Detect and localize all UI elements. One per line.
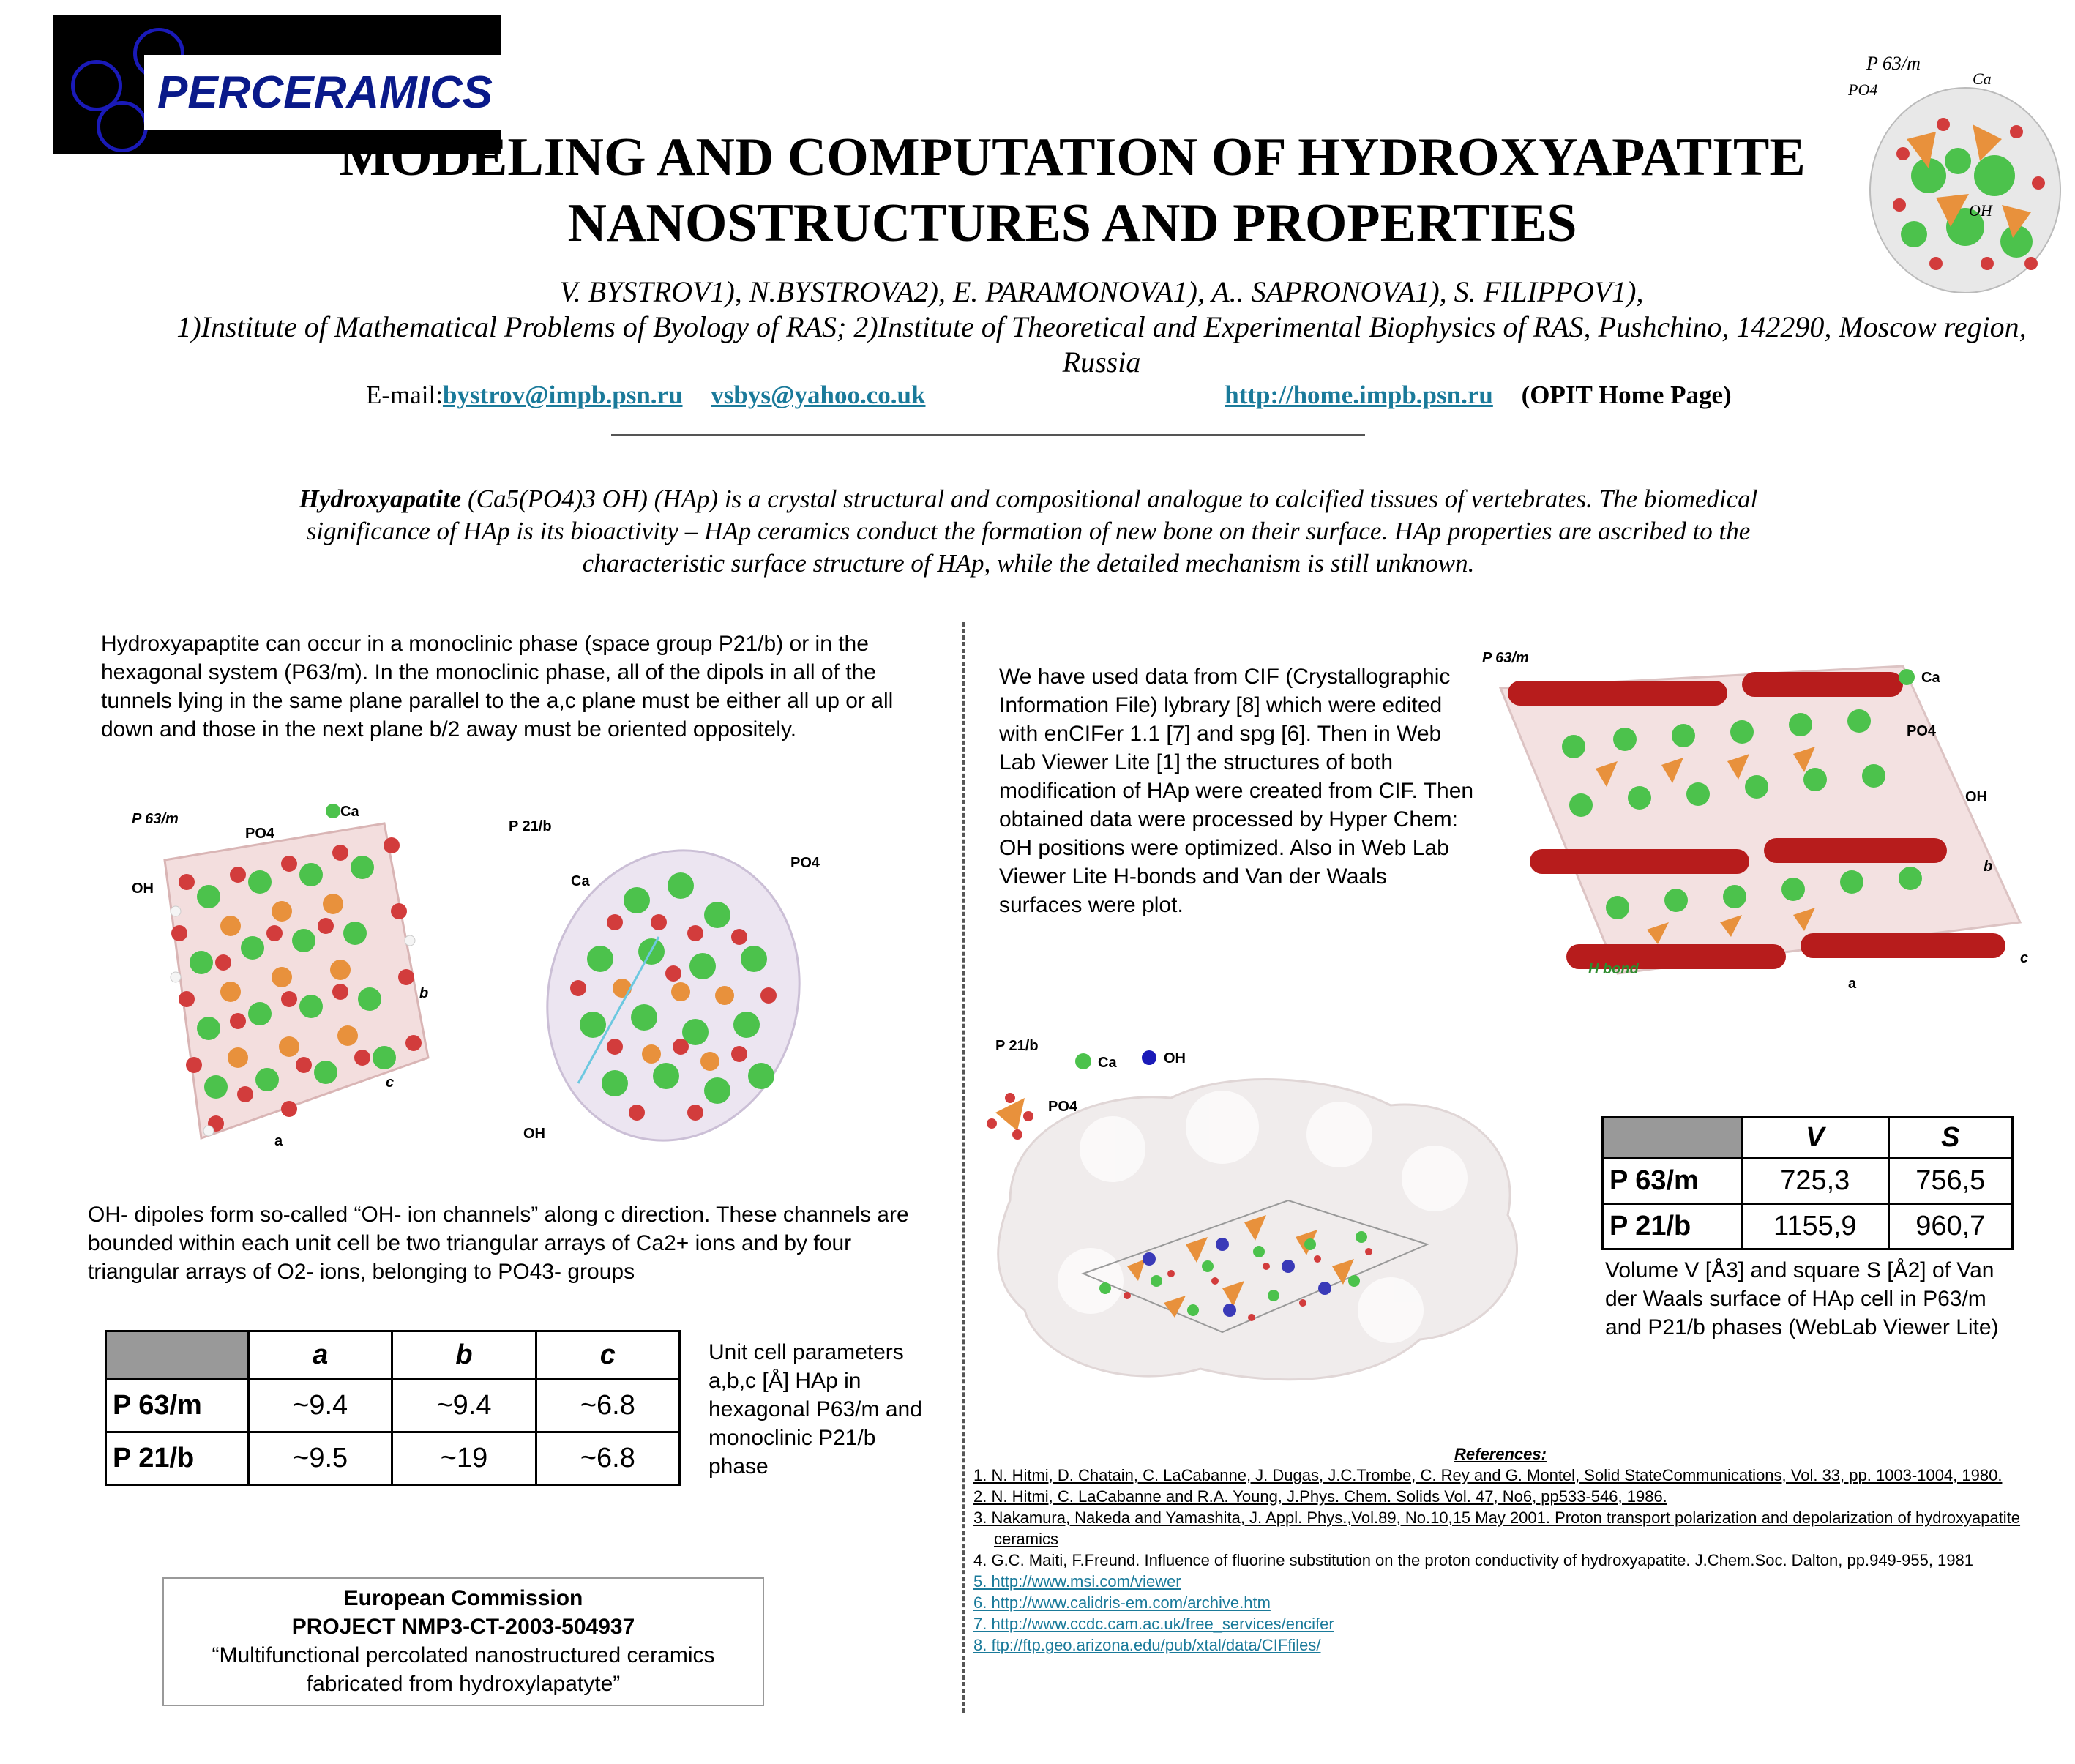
fig1-b-label: b (419, 985, 429, 1001)
corner-group-label: P 63/m (1866, 53, 1921, 74)
european-commission-box (162, 1577, 764, 1706)
intro-term: Hydroxyapatite (299, 485, 462, 513)
fig3-oh-label: OH (1965, 789, 1987, 805)
unit-cell-caption: Unit cell parameters a,b,c [Å] HAp in hexagonal P63/m and monoclinic P21/b phase (709, 1340, 922, 1479)
table-row-label: P 21/b (106, 1432, 249, 1485)
table-header-s: S (1888, 1118, 2013, 1159)
fig3-a-label: a (1848, 976, 1857, 992)
email-link-2[interactable]: vsbys@yahoo.co.uk (711, 381, 926, 409)
table-cell: 756,5 (1888, 1159, 2013, 1204)
p21b-structure-figure (505, 812, 827, 1149)
reference-item: 2. N. Hitmi, C. LaCabanne and R.A. Young, J.Phys. Chem. Solids Vol. 47, No6, pp533-546, 1986. (973, 1487, 1667, 1506)
left-paragraph-1: Hydroxyapaptite can occur in a monoclinic phase (space group P21/b) or in the hexagonal system (P63/m). In the monoclinic phase, all of the dipols in all of the tunnels lying in the same plane parallel to the a,c plane must be either all up or all down and those in the next plane b/2 away must be oriented oppositely. (101, 632, 894, 741)
title-line-2: NANOSTRUCTURES AND PROPERTIES (567, 193, 1577, 253)
table-row-label: P 21/b (1603, 1204, 1742, 1249)
reference-item: 4. G.C. Maiti, F.Freund. Influence of fluorine substitution on the proton conductivity of hydroxyapatite. J.Chem.Soc. Dalton, pp.949-955, 1981 (973, 1551, 1973, 1569)
contact-line (366, 381, 1903, 410)
table-corner-cell (1603, 1118, 1742, 1159)
reference-link[interactable]: 7. http://www.ccdc.cam.ac.uk/free_services/encifer (973, 1615, 1334, 1633)
volume-surface-table (1601, 1116, 2014, 1250)
ec-line-4: fabricated from hydroxylapatyte” (306, 1672, 621, 1696)
reference-item: 3. Nakamura, Nakeda and Yamashita, J. Appl. Phys.,Vol.89, No.10,15 May 2001. Proton transport polarization and depolarization of hydroxyapatite ceramics (973, 1509, 2021, 1548)
table-row-label: P 63/m (1603, 1159, 1742, 1204)
logo-text: PERCERAMICS (144, 55, 525, 130)
authors-line: V. BYSTROV1), N.BYSTROVA2), E. PARAMONOVA1), A.. SAPRONOVA1), S. FILIPPOV1), (559, 275, 1644, 308)
p63m-hbond-figure (1478, 644, 2035, 995)
intro-text: is a crystal structural and compositional analogue to calcified tissues of vertebrates. The biomedical significance of HAp is its bioactivity – HAp ceramics conduct the formation of new bone on their surface. HAp properties are ascribed to the characteristic surface structure of HAp, while the detailed mechanism is still unknown. (306, 485, 1758, 578)
authors-block (161, 274, 2042, 380)
fig2-po4-label: PO4 (790, 855, 820, 871)
fig4-group-label: P 21/b (995, 1038, 1039, 1054)
table-cell: ~9.5 (249, 1432, 392, 1485)
fig2-oh-label: OH (523, 1126, 545, 1142)
column-divider (962, 622, 968, 1713)
table-cell: ~6.8 (536, 1432, 679, 1485)
corner-ca-label: Ca (1973, 70, 1992, 88)
volume-surface-caption: Volume V [Å3] and square S [Å2] of Van der Waals surface of HAp cell in P63/m and P21/b phases (WebLab Viewer Lite) (1605, 1258, 1999, 1339)
logo-ring-icon (97, 101, 148, 152)
affiliations-line: 1)Institute of Mathematical Problems of Byology of RAS; 2)Institute of Theoretical and Experimental Biophysics of RAS, Pushchino, 142290, Moscow region, Russia (176, 310, 2027, 378)
fig3-ca-label: Ca (1921, 670, 1940, 686)
reference-link[interactable]: 5. http://www.msi.com/viewer (973, 1572, 1181, 1591)
table-cell: ~19 (392, 1432, 536, 1485)
corner-po4-label: PO4 (1848, 81, 1878, 99)
corner-oh-label: OH (1969, 201, 1992, 220)
fig1-ca-label: Ca (340, 804, 359, 820)
fig3-b-label: b (1984, 859, 1993, 875)
intro-paragraph (278, 483, 1779, 580)
references-section (973, 1443, 2027, 1656)
left-paragraph-2: OH- dipoles form so-called “OH- ion channels” along c direction. These channels are bounded within each unit cell be two triangular arrays of Ca2+ ions and by four triangular arrays of O2- ions, belonging to PO43- groups (88, 1203, 909, 1284)
fig3-po4-label: PO4 (1907, 723, 1937, 739)
fig1-a-label: a (274, 1133, 283, 1149)
table-cell: 1155,9 (1742, 1204, 1889, 1249)
ec-line-1: European Commission (343, 1586, 583, 1610)
fig2-ca-label: Ca (571, 873, 590, 889)
unit-cell-table (105, 1330, 681, 1486)
header-divider (611, 434, 1365, 436)
fig1-po4-label: PO4 (245, 826, 275, 842)
table-header-b: b (392, 1331, 536, 1380)
reference-link[interactable]: 6. http://www.calidris-em.com/archive.htm (973, 1593, 1271, 1612)
email-label: E-mail: (366, 381, 443, 409)
title-line-1: MODELING AND COMPUTATION OF HYDROXYAPATITE (339, 127, 1806, 187)
email-link-1[interactable]: bystrov@impb.psn.ru (442, 381, 683, 409)
ec-line-2: PROJECT NMP3-CT-2003-504937 (291, 1615, 635, 1639)
homepage-link[interactable]: http://home.impb.psn.ru (1225, 381, 1493, 409)
table-header-v: V (1742, 1118, 1889, 1159)
table-cell: ~6.8 (536, 1380, 679, 1432)
fig3-group-label: P 63/m (1482, 650, 1529, 666)
references-heading: References: (1454, 1445, 1547, 1463)
table-cell: 725,3 (1742, 1159, 1889, 1204)
reference-item: 1. N. Hitmi, D. Chatain, C. LaCabanne, J. Dugas, J.C.Trombe, C. Rey and G. Montel, Solid StateCommunications, Vol. 33, pp. 1003-1004, 1980. (973, 1466, 2003, 1484)
fig1-c-label: c (386, 1075, 395, 1091)
fig1-oh-label: OH (132, 881, 154, 897)
homepage-note: (OPIT Home Page) (1521, 381, 1732, 409)
table-header-a: a (249, 1331, 392, 1380)
poster-title (220, 124, 1925, 256)
table-row-label: P 63/m (106, 1380, 249, 1432)
ec-line-3: “Multifunctional percolated nanostructured ceramics (212, 1643, 715, 1667)
fig4-po4-label: PO4 (1048, 1099, 1078, 1115)
fig3-hbond-label: H bond (1588, 961, 1639, 977)
p63m-structure-figure (121, 794, 450, 1160)
fig4-ca-label: Ca (1098, 1055, 1117, 1071)
intro-formula: (Ca5(PO4)3 OH) (HAp) (467, 485, 719, 513)
p21b-vdw-surface-figure (981, 1025, 1559, 1413)
corner-crystal-figure (1848, 51, 2068, 293)
fig1-group-label: P 63/m (132, 811, 179, 827)
table-cell: 960,7 (1888, 1204, 2013, 1249)
table-cell: ~9.4 (249, 1380, 392, 1432)
table-cell: ~9.4 (392, 1380, 536, 1432)
right-paragraph: We have used data from CIF (Crystallographic Information File) lybrary [8] which were edited with enCIFer 1.1 [7] and spg [6]. Then in Web Lab Viewer Lite [1] the structures of both modification of HAp were created from CIF. Then obtained data were processed by Hyper Chem: OH positions were optimized. Also in Web Lab Viewer Lite H-bonds and Van der Waals surfaces were plot. (999, 665, 1474, 917)
reference-link[interactable]: 8. ftp://ftp.geo.arizona.edu/pub/xtal/data/CIFfiles/ (973, 1636, 1321, 1654)
table-corner-cell (106, 1331, 249, 1380)
fig3-c-label: c (2020, 950, 2029, 966)
fig4-oh-label: OH (1164, 1050, 1186, 1066)
fig2-group-label: P 21/b (509, 818, 552, 834)
table-header-c: c (536, 1331, 679, 1380)
